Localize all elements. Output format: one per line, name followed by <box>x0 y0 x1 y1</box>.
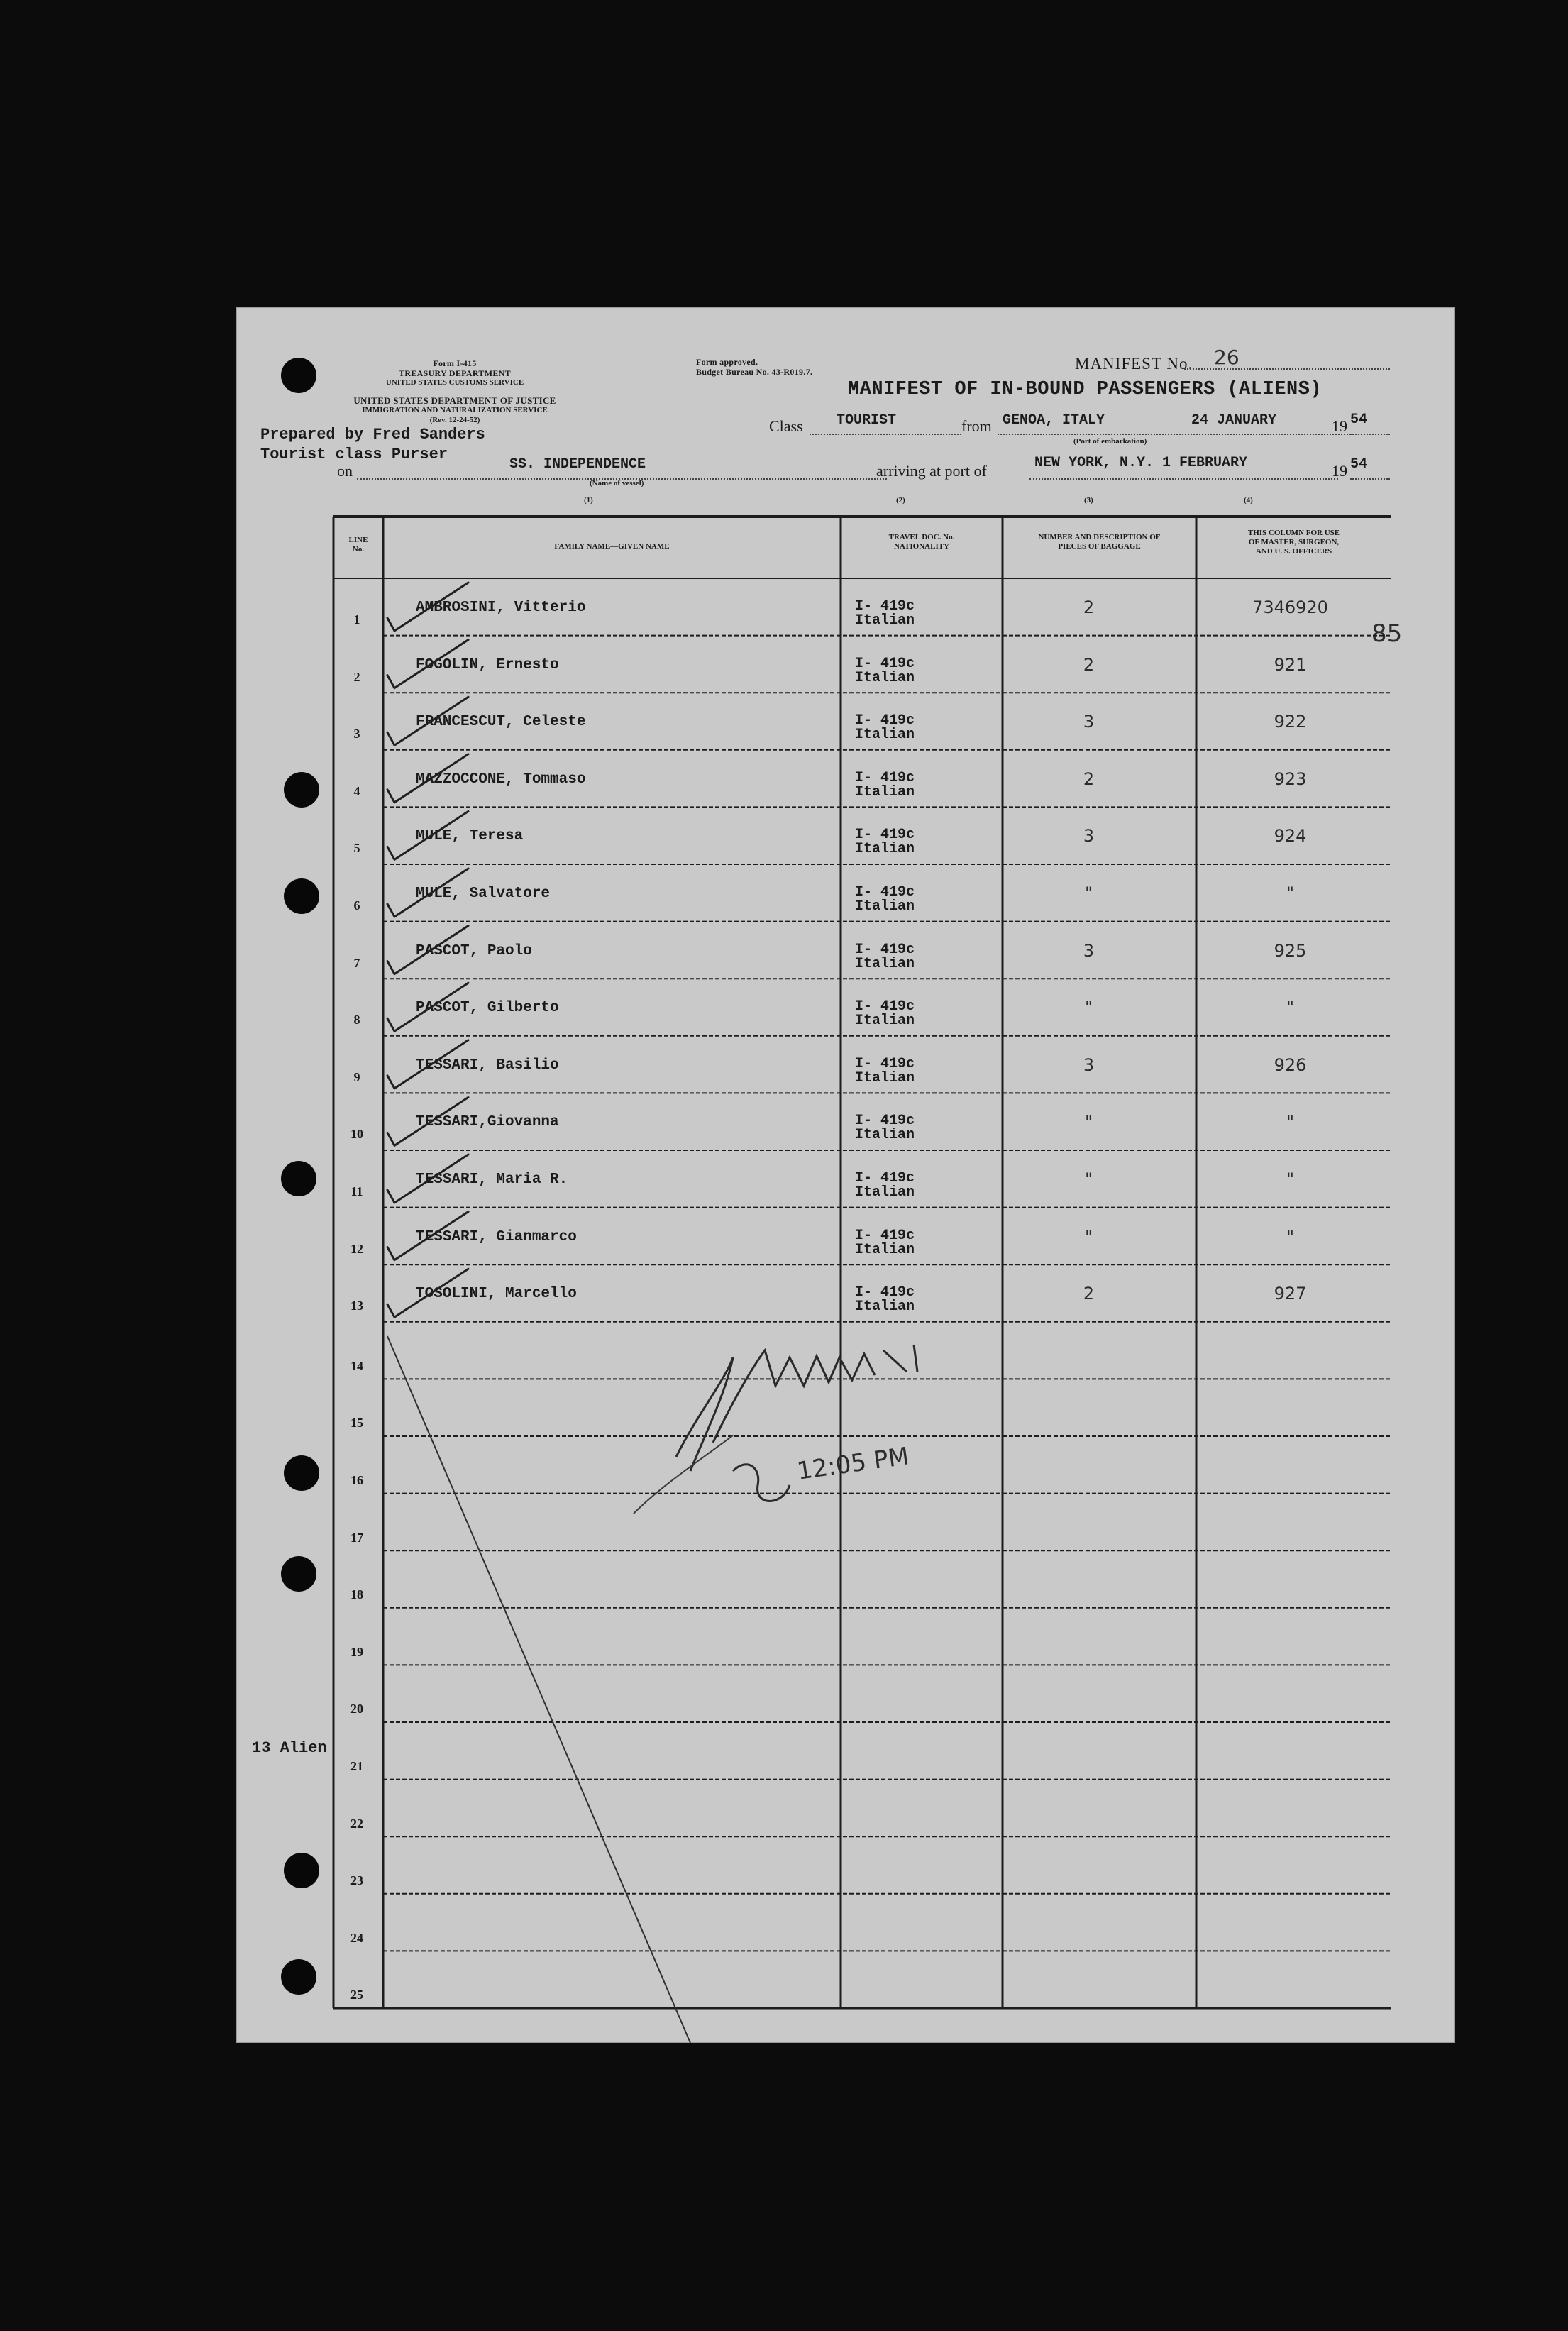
passenger-name: MULE, Salvatore <box>416 886 551 902</box>
passenger-name: MAZZOCCONE, Tommaso <box>416 771 586 788</box>
line-number: 18 <box>350 1587 363 1602</box>
nationality: Italian <box>855 669 915 686</box>
vessel-name: SS. INDEPENDENCE <box>509 456 646 473</box>
nationality: Italian <box>855 898 915 915</box>
nationality: Italian <box>855 612 915 629</box>
col-header-baggage-2: PIECES OF BAGGAGE <box>1058 542 1141 551</box>
travel-doc-number: I- 419c <box>855 712 915 729</box>
col-4-number: (4) <box>1244 496 1253 505</box>
passenger-name: PASCOT, Gilberto <box>416 1000 559 1017</box>
col-header-line-1: LINE <box>348 536 368 544</box>
travel-doc-number: I- 419c <box>855 827 915 844</box>
passenger-name: TESSARI, Maria R. <box>416 1172 568 1188</box>
baggage-count: 3 <box>1083 940 1095 961</box>
line-number: 4 <box>353 783 360 798</box>
travel-doc-number: I- 419c <box>855 941 915 958</box>
line-number: 24 <box>350 1930 363 1945</box>
prepared-by-title: Tourist class Purser <box>260 446 448 463</box>
nationality: Italian <box>855 1069 915 1086</box>
col-header-name: FAMILY NAME—GIVEN NAME <box>554 542 670 551</box>
form-revision: (Rev. 12-24-52) <box>429 416 480 424</box>
officer-number: 926 <box>1274 1054 1307 1075</box>
line-number: 15 <box>350 1416 363 1431</box>
nationality: Italian <box>855 1013 915 1030</box>
officer-number: " <box>1286 883 1295 903</box>
line-number: 12 <box>350 1241 363 1256</box>
baggage-count: 2 <box>1083 654 1095 675</box>
passenger-name: PASCOT, Paolo <box>416 942 532 959</box>
prepared-by: Prepared by Fred Sanders <box>260 426 485 443</box>
col-header-baggage <box>1003 533 1196 551</box>
officer-number: " <box>1286 998 1295 1018</box>
year-prefix: 19 <box>1332 417 1347 435</box>
agency-ins: IMMIGRATION AND NATURALIZATION SERVICE <box>362 406 548 414</box>
line-number: 13 <box>350 1299 363 1313</box>
line-number: 10 <box>350 1127 363 1142</box>
travel-doc-number: I- 419c <box>855 1227 915 1244</box>
line-number: 7 <box>353 955 360 970</box>
embark-port: GENOA, ITALY <box>1003 412 1105 429</box>
form-approved: Form approved. <box>696 357 758 367</box>
manifest-number: 26 <box>1214 346 1240 369</box>
nationality: Italian <box>855 955 915 972</box>
travel-doc-number: I- 419c <box>855 1284 915 1301</box>
officer-number: 927 <box>1274 1284 1307 1304</box>
baggage-count: " <box>1084 883 1093 903</box>
line-number: 17 <box>350 1530 363 1545</box>
line-number: 5 <box>353 841 360 856</box>
baggage-count: " <box>1084 1226 1093 1247</box>
col-header-officer-2: OF MASTER, SURGEON, <box>1248 538 1340 546</box>
travel-doc-number: I- 419c <box>855 769 915 786</box>
line-number: 22 <box>350 1816 363 1831</box>
baggage-count: 2 <box>1083 597 1095 617</box>
officer-number: 922 <box>1274 712 1307 732</box>
officer-number: 923 <box>1274 768 1307 789</box>
nationality: Italian <box>855 1184 915 1201</box>
passenger-name: TESSARI,Giovanna <box>416 1114 559 1131</box>
line-number: 19 <box>350 1644 363 1659</box>
officer-number: 7346920 <box>1252 597 1328 617</box>
class-label: Class <box>769 417 803 435</box>
departure-date: 24 JANUARY <box>1191 412 1277 429</box>
travel-doc-number: I- 419c <box>855 598 915 615</box>
year-prefix-2: 19 <box>1332 462 1347 480</box>
line-number: 6 <box>353 898 360 913</box>
officer-number: 925 <box>1274 940 1307 961</box>
col-header-travel-2: NATIONALITY <box>893 542 950 551</box>
officer-number: " <box>1286 1226 1295 1247</box>
baggage-count: 2 <box>1083 768 1095 789</box>
travel-doc-number: I- 419c <box>855 1170 915 1186</box>
manifest-title: MANIFEST OF IN-BOUND PASSENGERS (ALIENS) <box>848 379 1323 400</box>
line-number: 20 <box>350 1702 363 1716</box>
travel-doc-number: I- 419c <box>855 1113 915 1130</box>
line-number: 9 <box>353 1069 360 1084</box>
col-3-number: (3) <box>1084 496 1093 505</box>
nationality: Italian <box>855 841 915 858</box>
arrival-port-date: NEW YORK, N.Y. 1 FEBRUARY <box>1034 455 1248 471</box>
budget-bureau: Budget Bureau No. 43-R019.7. <box>696 367 813 377</box>
class-value: TOURIST <box>837 412 897 429</box>
line-number: 14 <box>350 1358 363 1373</box>
baggage-count: 2 <box>1083 1284 1095 1304</box>
line-number: 1 <box>353 612 360 627</box>
departure-year: 54 <box>1350 412 1368 428</box>
officer-number: " <box>1286 1112 1295 1133</box>
officer-number: " <box>1286 1169 1295 1189</box>
side-page-number: 85 <box>1371 619 1403 648</box>
form-number: Form I-415 <box>433 358 477 368</box>
nationality: Italian <box>855 1241 915 1258</box>
baggage-count: " <box>1084 1112 1093 1133</box>
baggage-count: " <box>1084 998 1093 1018</box>
officer-number: 921 <box>1274 654 1307 675</box>
signature-time: 12:05 PM <box>795 1442 911 1486</box>
col-header-officer <box>1196 529 1391 556</box>
baggage-count: " <box>1084 1169 1093 1189</box>
vessel-caption: (Name of vessel) <box>590 479 644 487</box>
line-number: 25 <box>350 1988 363 2002</box>
line-number: 21 <box>350 1759 363 1773</box>
agency-justice: UNITED STATES DEPARTMENT OF JUSTICE <box>353 395 556 406</box>
passenger-name: AMBROSINI, Vitterio <box>416 600 586 616</box>
col-header-travel <box>841 533 1003 551</box>
nationality: Italian <box>855 1127 915 1144</box>
passenger-name: MULE, Teresa <box>416 828 524 845</box>
manifest-page <box>236 307 1455 2043</box>
agency-treasury: TREASURY DEPARTMENT <box>399 368 511 378</box>
baggage-count: 3 <box>1083 1054 1095 1075</box>
agency-customs: UNITED STATES CUSTOMS SERVICE <box>385 378 524 387</box>
line-number: 2 <box>353 669 360 684</box>
col-1-number: (1) <box>584 496 593 505</box>
travel-doc-number: I- 419c <box>855 655 915 672</box>
col-header-baggage-1: NUMBER AND DESCRIPTION OF <box>1038 533 1161 541</box>
col-header-travel-1: TRAVEL DOC. No. <box>888 533 955 541</box>
passenger-name: TESSARI, Gianmarco <box>416 1228 577 1245</box>
travel-doc-number: I- 419c <box>855 1055 915 1072</box>
col-header-line-2: No. <box>352 545 365 553</box>
passenger-name: TOSOLINI, Marcello <box>416 1286 577 1303</box>
on-label: on <box>337 462 353 480</box>
nationality: Italian <box>855 1299 915 1316</box>
baggage-count: 3 <box>1083 826 1095 847</box>
arrival-year: 54 <box>1350 456 1368 473</box>
from-label: from <box>961 417 992 435</box>
line-number: 8 <box>353 1013 360 1027</box>
arriving-label: arriving at port of <box>876 462 987 480</box>
line-number: 11 <box>350 1184 363 1198</box>
col-header-line <box>333 536 383 554</box>
line-number: 23 <box>350 1873 363 1888</box>
aliens-count-note: 13 Alien <box>252 1739 327 1757</box>
passenger-name: TESSARI, Basilio <box>416 1057 559 1074</box>
line-number: 16 <box>350 1473 363 1487</box>
col-header-officer-3: AND U. S. OFFICERS <box>1255 547 1332 556</box>
manifest-no-label: MANIFEST No. <box>1075 355 1193 373</box>
baggage-count: 3 <box>1083 712 1095 732</box>
travel-doc-number: I- 419c <box>855 998 915 1015</box>
travel-doc-number: I- 419c <box>855 884 915 900</box>
nationality: Italian <box>855 727 915 744</box>
port-caption: (Port of embarkation) <box>1073 437 1147 446</box>
col-2-number: (2) <box>896 496 905 505</box>
passenger-name: FOGOLIN, Ernesto <box>416 656 559 673</box>
line-number: 3 <box>353 727 360 742</box>
passenger-name: FRANCESCUT, Celeste <box>416 714 586 731</box>
nationality: Italian <box>855 783 915 800</box>
officer-number: 924 <box>1274 826 1307 847</box>
col-header-officer-1: THIS COLUMN FOR USE <box>1247 529 1340 537</box>
